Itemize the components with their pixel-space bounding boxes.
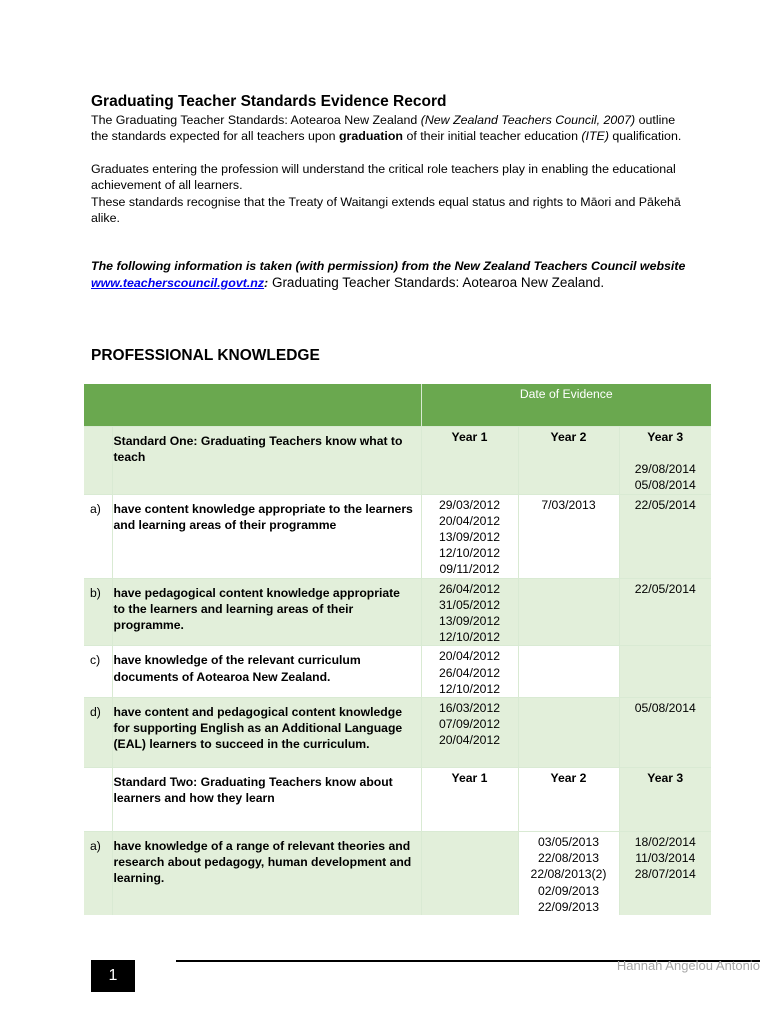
teachers-council-link[interactable]: www.teacherscouncil.govt.nz xyxy=(91,275,265,290)
intro-paragraph-2: Graduates entering the profession will understand the critical role teachers play in enabling the educational achievement of all learners. xyxy=(91,161,676,193)
intro-paragraph-1: The Graduating Teacher Standards: Aotearoa New Zealand (New Zealand Teachers Council, 2007) outline the standards expected for all teachers upon graduation of their initial teacher education (ITE) qualification. xyxy=(91,113,682,144)
section-heading: PROFESSIONAL KNOWLEDGE xyxy=(91,347,320,364)
date-of-evidence-header: Date of Evidence xyxy=(421,384,711,427)
intro-paragraph-3: These standards recognise that the Treaty of Waitangi extends equal status and rights to Māori and Pākehā alike. xyxy=(91,194,681,226)
standard-two-title: Standard Two: Graduating Teachers know about learners and how they learn xyxy=(112,768,421,832)
standard-one-row xyxy=(84,427,711,495)
document-body xyxy=(91,93,691,291)
year2-heading: Year 2 xyxy=(518,427,619,495)
permission-note: The following information is taken (with permission) from the New Zealand Teachers Council website www.teacherscouncil.govt.nz: Graduating Teacher Standards: Aotearoa New Zealand. xyxy=(91,259,686,290)
standard-one-title: Standard One: Graduating Teachers know what to teach xyxy=(112,427,421,495)
table-row: a) have content knowledge appropriate to the learners and learning areas of their programme 29/03/2012 20/04/2012 13/09/2012 12/10/2012 09/11/2012 7/03/2013 22/05/2014 xyxy=(84,494,711,578)
year3-heading: Year 3 29/08/2014 05/08/2014 xyxy=(619,427,711,495)
table-row: b) have pedagogical content knowledge appropriate to the learners and learning areas of their programme. 26/04/2012 31/05/2012 13/09/2012 12/10/2012 22/05/2014 xyxy=(84,578,711,646)
table-row: c) have knowledge of the relevant curriculum documents of Aotearoa New Zealand. 20/04/2012 26/04/2012 12/10/2012 xyxy=(84,646,711,698)
year3-dates: 29/08/2014 05/08/2014 xyxy=(634,462,696,493)
year1-heading: Year 1 xyxy=(421,427,518,495)
evidence-table xyxy=(84,384,711,915)
page-number: 1 xyxy=(91,960,135,992)
footer-author: Hannah Angelou Antonio xyxy=(616,958,760,973)
table-row: d) have content and pedagogical content knowledge for supporting English as an Additional Language (EAL) learners to succeed in the curriculum. 16/03/2012 07/09/2012 20/04/2012 05/08/2014 xyxy=(84,698,711,768)
standard-two-row: Standard Two: Graduating Teachers know about learners and how they learn Year 1 Year 2 Year 3 xyxy=(84,768,711,832)
document-title: Graduating Teacher Standards Evidence Record xyxy=(91,93,447,110)
table-header-row xyxy=(84,384,711,427)
table-row: a) have knowledge of a range of relevant theories and research about pedagogy, human development and learning. 03/05/2013 22/08/2013 22/08/2013(2) 02/09/2013 22/09/2013 18/02/2014 11/03/2014 28/07/2014 xyxy=(84,832,711,916)
